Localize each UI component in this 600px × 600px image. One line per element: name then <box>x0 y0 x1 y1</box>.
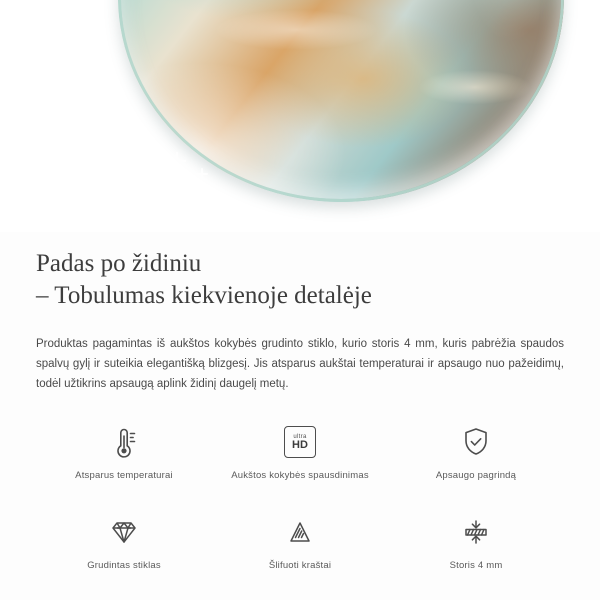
feature-item <box>36 420 212 502</box>
shield-check-icon <box>456 420 496 464</box>
polished-edges-icon <box>280 510 320 554</box>
diamond-icon <box>104 510 144 554</box>
thermometer-icon <box>104 420 144 464</box>
feature-item <box>212 420 388 502</box>
thickness-arrows-icon <box>456 510 496 554</box>
feature-grid <box>36 420 564 592</box>
hero-image <box>0 0 600 232</box>
feature-item <box>388 420 564 502</box>
ultra-hd-icon <box>284 420 316 464</box>
headline-line-2: – Tobulumas kiekvienoje detalėje <box>36 282 372 309</box>
ultra-hd-top-label: ultra <box>293 433 307 440</box>
feature-label: Storis 4 mm <box>449 560 503 571</box>
feature-label: Apsaugo pagrindą <box>435 470 517 481</box>
feature-item <box>212 510 388 592</box>
headline-line-1: Padas po židiniu <box>36 250 202 277</box>
feature-item <box>388 510 564 592</box>
content-area <box>0 248 600 592</box>
feature-label: Atsparus temperaturai <box>75 470 173 481</box>
marble-glass-disc <box>118 0 564 202</box>
feature-label: Grudintas stiklas <box>87 560 161 571</box>
description-paragraph: Produktas pagamintas iš aukštos kokybės grudinto stiklo, kurio storis 4 mm, kuris pabrėžia spaudos spalvų gylį ir suteikia elegantišką blizgesį. Jis atsparus aukštai temperaturai ir apsaugo nuo pažeidimų, todėl užtikrins apsaugą aplink židinį daugelį metų. <box>36 338 564 390</box>
feature-label: Aukštos kokybės spausdinimas <box>231 470 369 481</box>
feature-item <box>36 510 212 592</box>
page-title <box>36 248 564 312</box>
feature-label: Šlifuoti kraštai <box>268 560 332 571</box>
ultra-hd-bottom-label: HD <box>292 438 308 451</box>
